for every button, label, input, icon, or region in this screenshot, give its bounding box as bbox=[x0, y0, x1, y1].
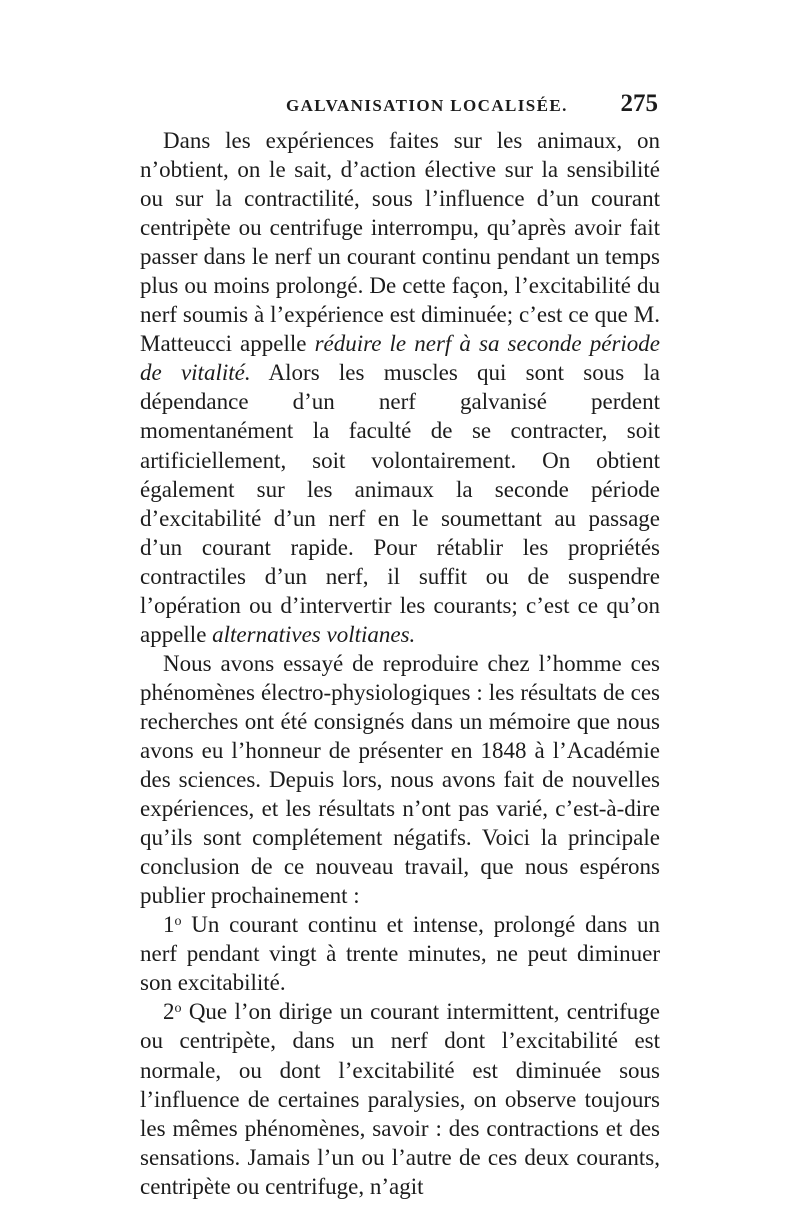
paragraph-1-text-a: Dans les expériences faites sur les animaux, on n’obtient, on le sait, d’action élective sur la sensibilité ou sur la contractilité, sous l’influence d’un courant centripète ou centrifuge interrompu, qu’après avoir fait passer dans le nerf un courant continu pendant un temps plus ou moins prolongé. De cette façon, l’excitabilité du nerf soumis à l’expérience est diminuée; c’est ce que M. Matteucci appelle bbox=[140, 128, 660, 357]
list-item-1-text: Un courant continu et intense, prolongé dans un nerf pendant vingt à trente minutes, ne peut diminuer son excitabilité. bbox=[140, 912, 660, 996]
running-title: GALVANISATION LOCALISÉE. bbox=[286, 96, 568, 115]
page-number: 275 bbox=[620, 90, 658, 117]
list-item-2-number: 2 bbox=[163, 999, 175, 1025]
paragraph-1-italic-d: alternatives voltianes. bbox=[212, 621, 416, 647]
paragraph-1-text-c: Alors les muscles qui sont sous la dépendance d’un nerf galvanisé perdent momentanément la faculté de se contracter, soit artificiellement, soit volontairement. On obtient également sur les animaux la seconde période d’excitabilité d’un nerf en le soumettant au passage d’un courant rapide. Pour rétablir les propriétés contractiles d’un nerf, il suffit ou de suspendre l’opération ou d’intervertir les courants; c’est ce qu’on appelle bbox=[140, 360, 660, 647]
list-item-2 bbox=[140, 997, 660, 1200]
list-item-2-text: Que l’on dirige un courant intermittent, centrifuge ou centripète, dans un nerf dont l’excitabilité est normale, ou dont l’excitabilité est diminuée sous l’influence de certaines paralysies, on observe toujours les mêmes phénomènes, savoir : des contractions et des sensations. Jamais l’un ou l’autre de ces deux courants, centripète ou centrifuge, n’agit bbox=[140, 999, 660, 1199]
paragraph-1-italic-b: réduire le nerf à sa seconde période de vitalité. bbox=[140, 331, 660, 386]
list-item-1 bbox=[140, 910, 660, 997]
list-item-2-ordinal: o bbox=[174, 1001, 182, 1017]
paragraph-1 bbox=[140, 126, 660, 649]
page-header bbox=[140, 90, 658, 124]
list-item-1-ordinal: o bbox=[174, 914, 182, 930]
body-text bbox=[140, 126, 660, 1201]
paragraph-2: Nous avons essayé de reproduire chez l’homme ces phénomènes électro-physiologiques : les résultats de ces recherches ont été consignés dans un mémoire que nous avons eu l’honneur de présenter en 1848 à l’Académie des sciences. Depuis lors, nous avons fait de nouvelles expériences, et les résultats n’ont pas varié, c’est-à-dire qu’ils sont complétement négatifs. Voici la principale conclusion de ce nouveau travail, que nous espérons publier prochainement : bbox=[140, 650, 660, 909]
list-item-1-number: 1 bbox=[163, 912, 175, 938]
